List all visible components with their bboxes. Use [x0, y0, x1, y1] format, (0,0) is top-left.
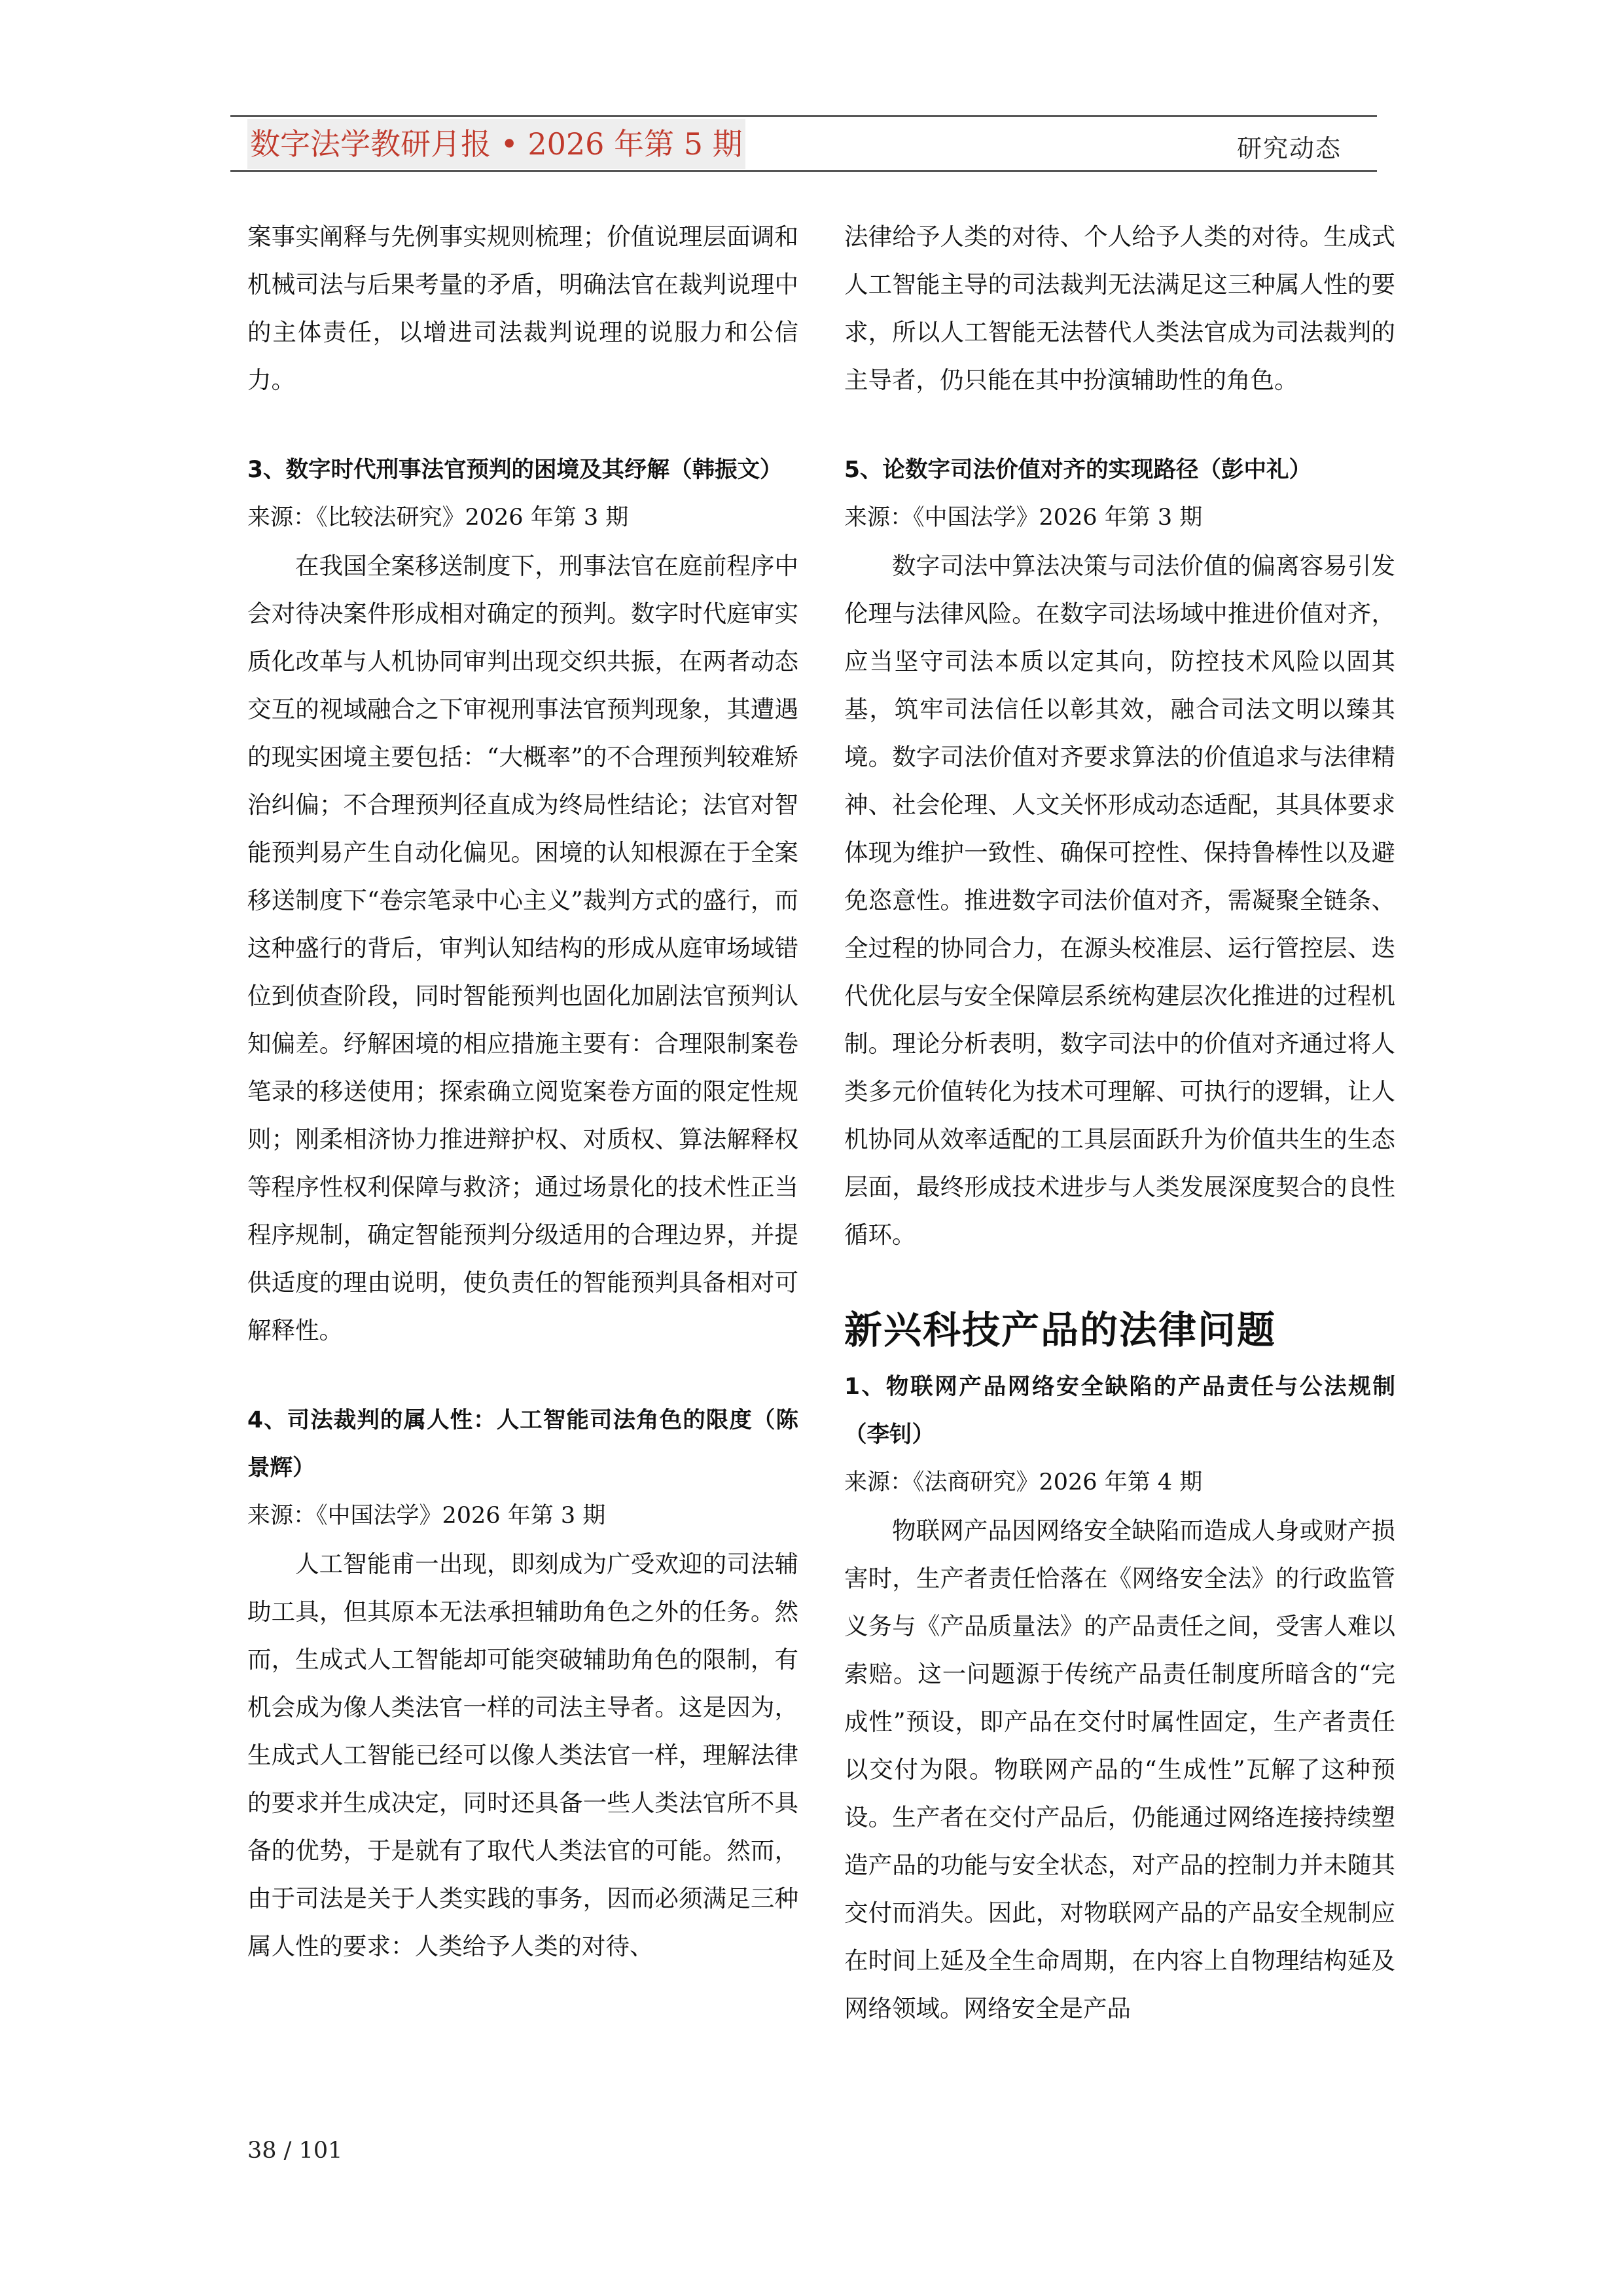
article-5	[844, 446, 1395, 1259]
section-label: 研究动态	[1236, 134, 1342, 163]
journal-title: 数字法学教研月报 • 2026 年第 5 期	[247, 119, 745, 169]
header-rule-top	[230, 115, 1377, 117]
header-rule-bottom	[230, 170, 1377, 172]
continued-paragraph: 案事实阐释与先例事实规则梳理；价值说理层面调和机械司法与后果考量的矛盾，明确法官在裁判说理中的主体责任，以增进司法裁判说理的说服力和公信力。	[247, 223, 798, 394]
article-s1	[844, 1363, 1395, 2032]
section-heading: 新兴科技产品的法律问题	[844, 1308, 1277, 1352]
article-source: 来源：《中国法学》2026 年第 3 期	[844, 505, 1203, 531]
continued-paragraph: 法律给予人类的对待、个人给予人类的对待。生成式人工智能主导的司法裁判无法满足这三种属人性的要求，所以人工智能无法替代人类法官成为司法裁判的主导者，仍只能在其中扮演辅助性的角色。	[844, 223, 1395, 394]
article-body: 数字司法中算法决策与司法价值的偏离容易引发伦理与法律风险。在数字司法场域中推进价值对齐，应当坚守司法本质以定其向，防控技术风险以固其基，筑牢司法信任以彰其效，融合司法文明以臻其境。数字司法价值对齐要求算法的价值追求与法律精神、社会伦理、人文关怀形成动态适配，其具体要求体现为维护一致性、确保可控性、保持鲁棒性以及避免恣意性。推进数字司法价值对齐，需凝聚全链条、全过程的协同合力，在源头校准层、运行管控层、迭代优化层与安全保障层系统构建层次化推进的过程机制。理论分析表明，数字司法中的价值对齐通过将人类多元价值转化为技术可理解、可执行的逻辑，让人机协同从效率适配的工具层面跃升为价值共生的生态层面，最终形成技术进步与人类发展深度契合的良性循环。	[844, 552, 1395, 1249]
article-title: 3、数字时代刑事法官预判的困境及其纾解（韩振文）	[247, 457, 783, 483]
article-source: 来源：《比较法研究》2026 年第 3 期	[247, 505, 629, 531]
page-number: 38 / 101	[247, 2138, 343, 2164]
article-body: 人工智能甫一出现，即刻成为广受欢迎的司法辅助工具，但其原本无法承担辅助角色之外的任务。然而，生成式人工智能却可能突破辅助角色的限制，有机会成为像人类法官一样的司法主导者。这是因为，生成式人工智能已经可以像人类法官一样，理解法律的要求并生成决定，同时还具备一些人类法官所不具备的优势，于是就有了取代人类法官的可能。然而，由于司法是关于人类实践的事务，因而必须满足三种属人性的要求：人类给予人类的对待、	[247, 1550, 798, 1960]
article-4	[247, 1397, 798, 1970]
article-title: 5、论数字司法价值对齐的实现路径（彭中礼）	[844, 457, 1312, 483]
article-title: 1、物联网产品网络安全缺陷的产品责任与公法规制（李钊）	[844, 1374, 1395, 1448]
article-source: 来源：《中国法学》2026 年第 3 期	[247, 1503, 606, 1529]
article-body: 物联网产品因网络安全缺陷而造成人身或财产损害时，生产者责任恰落在《网络安全法》的行政监管义务与《产品质量法》的产品责任之间，受害人难以索赔。这一问题源于传统产品责任制度所暗含的“完成性”预设，即产品在交付时属性固定，生产者责任以交付为限。物联网产品的“生成性”瓦解了这种预设。生产者在交付产品后，仍能通过网络连接持续塑造产品的功能与安全状态，对产品的控制力并未随其交付而消失。因此，对物联网产品的产品安全规制应在时间上延及全生命周期，在内容上自物理结构延及网络领域。网络安全是产品	[844, 1516, 1395, 2022]
article-source: 来源：《法商研究》2026 年第 4 期	[844, 1469, 1203, 1496]
right-column	[844, 213, 1395, 2032]
article-title: 4、司法裁判的属人性：人工智能司法角色的限度（陈景辉）	[247, 1407, 798, 1481]
left-column	[247, 213, 798, 1970]
article-3	[247, 446, 798, 1354]
article-body: 在我国全案移送制度下，刑事法官在庭前程序中会对待决案件形成相对确定的预判。数字时代庭审实质化改革与人机协同审判出现交织共振，在两者动态交互的视域融合之下审视刑事法官预判现象，其遭遇的现实困境主要包括：“大概率”的不合理预判较难矫治纠偏；不合理预判径直成为终局性结论；法官对智能预判易产生自动化偏见。困境的认知根源在于全案移送制度下“卷宗笔录中心主义”裁判方式的盛行，而这种盛行的背后，审判认知结构的形成从庭审场域错位到侦查阶段，同时智能预判也固化加剧法官预判认知偏差。纾解困境的相应措施主要有：合理限制案卷笔录的移送使用；探索确立阅览案卷方面的限定性规则；刚柔相济协力推进辩护权、对质权、算法解释权等程序性权利保障与救济；通过场景化的技术性正当程序规制，确定智能预判分级适用的合理边界，并提供适度的理由说明，使负责任的智能预判具备相对可解释性。	[247, 552, 798, 1344]
